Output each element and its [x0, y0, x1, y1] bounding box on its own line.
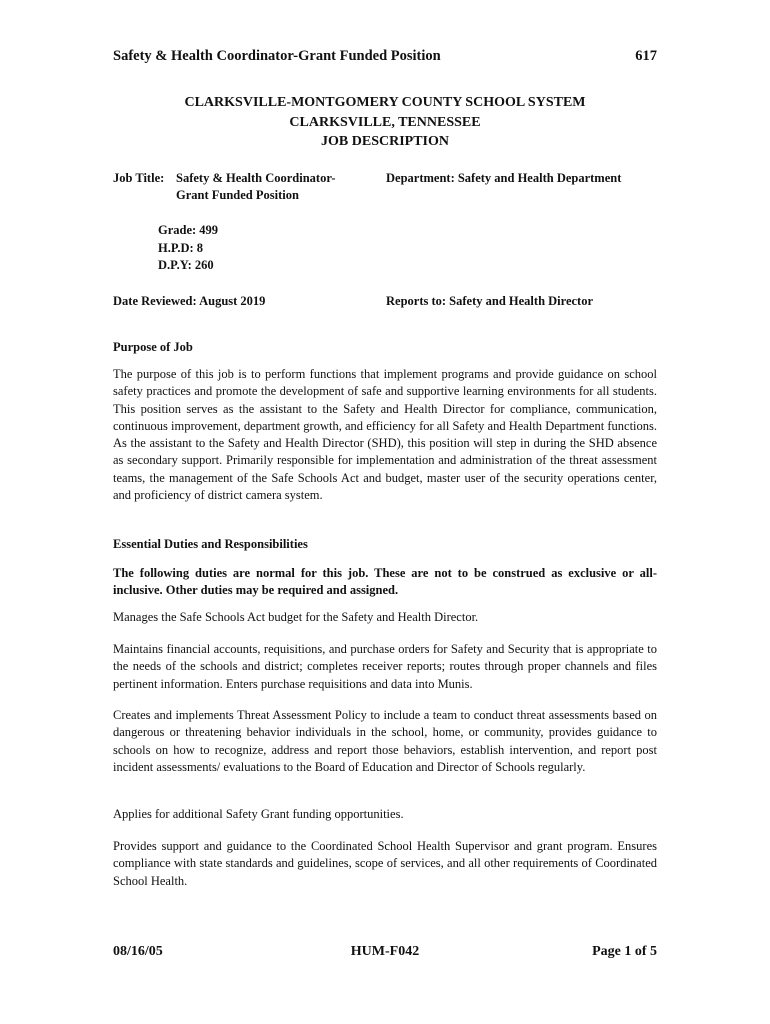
- dpy: D.P.Y: 260: [158, 258, 214, 272]
- duty-item: Maintains financial accounts, requisitions, and purchase orders for Safety and Security that is appropriate to the needs of the schools and district; completes receiver reports; routes through proper channels and files pertinent information. Enters purchase requisitions and data into Munis.: [113, 642, 657, 691]
- hpd: H.P.D: 8: [158, 241, 204, 255]
- job-description-heading: JOB DESCRIPTION: [321, 134, 449, 149]
- department: Department: Safety and Health Department: [386, 171, 622, 185]
- duty-item: Manages the Safe Schools Act budget for the Safety and Health Director.: [113, 610, 479, 624]
- reports-to: Reports to: Safety and Health Director: [386, 294, 594, 308]
- duty-item: Applies for additional Safety Grant funding opportunities.: [113, 807, 404, 821]
- school-system-heading: CLARKSVILLE-MONTGOMERY COUNTY SCHOOL SYSTEM: [184, 95, 586, 110]
- footer-page-number: Page 1 of 5: [592, 944, 657, 959]
- job-title-label: Job Title:: [113, 171, 165, 185]
- job-title-line2: Grant Funded Position: [176, 188, 299, 202]
- duty-item: Creates and implements Threat Assessment Policy to include a team to conduct threat assessments based on dangerous or threatening behavior individuals in the school, home, or community, provides guidance to schools on how to recognize, address and report those behaviors, establish intervention, and report post incident assessments/ evaluations to the Board of Education and Director of Schools regularly.: [113, 708, 657, 774]
- document-number: 617: [635, 48, 657, 64]
- duties-note: The following duties are normal for this job. These are not to be construed as exclusive or all-inclusive. Other duties may be required and assigned.: [113, 566, 657, 598]
- document-header-title: Safety & Health Coordinator-Grant Funded Position: [113, 48, 441, 64]
- duties-heading: Essential Duties and Responsibilities: [113, 537, 308, 551]
- purpose-paragraph: The purpose of this job is to perform functions that implement programs and provide guidance on school safety practices and promote the development of safe and supportive learning environments for all students. This position serves as the assistant to the Safety and Health Director for compliance, communication, continuous improvement, department growth, and efficiency for all Safety and Health Department functions. As the assistant to the Safety and Health Director (SHD), this position will step in during the SHD absence as secondary support. Primarily responsible for implementation and administration of the threat assessment teams, the management of the Safe Schools Act and budget, master user of the security operations center, and proficiency of district camera system.: [113, 367, 657, 503]
- job-title-line1: Safety & Health Coordinator-: [176, 171, 336, 185]
- footer-date: 08/16/05: [113, 944, 163, 959]
- location-heading: CLARKSVILLE, TENNESSEE: [289, 115, 481, 130]
- duty-item: Provides support and guidance to the Coordinated School Health Supervisor and grant program. Ensures compliance with state standards and guidelines, scope of services, and all other requirements of Coordinated School Health.: [113, 839, 657, 888]
- date-reviewed: Date Reviewed: August 2019: [113, 294, 266, 308]
- footer-form-number: HUM-F042: [350, 944, 420, 959]
- purpose-heading: Purpose of Job: [113, 340, 193, 354]
- grade: Grade: 499: [158, 223, 219, 237]
